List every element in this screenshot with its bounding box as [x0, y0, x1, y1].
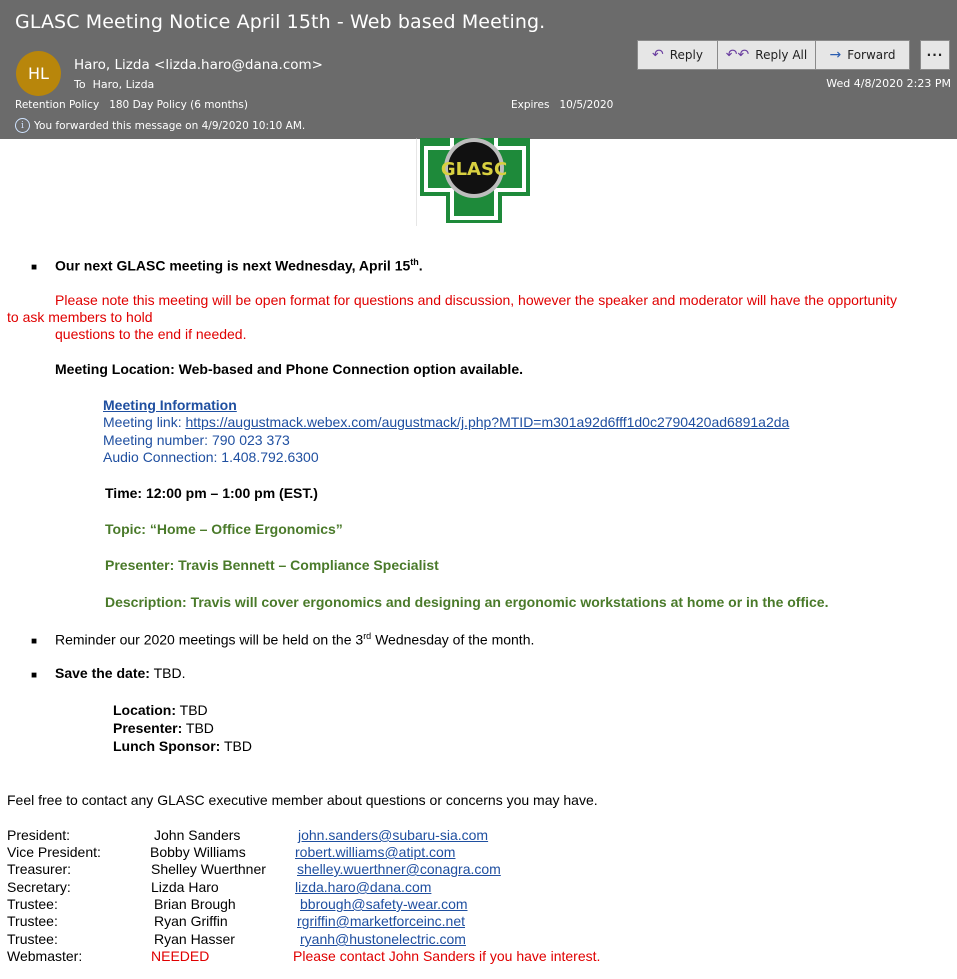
audio-connection: Audio Connection: 1.408.792.6300 — [103, 449, 319, 465]
info-icon: i — [15, 118, 30, 133]
officer-email[interactable]: shelley.wuerthner@conagra.com — [297, 861, 501, 877]
message-subject: GLASC Meeting Notice April 15th - Web based Meeting. — [15, 11, 546, 33]
reply-label: Reply — [669, 48, 703, 62]
message-actions — [637, 40, 950, 70]
officer-name: Ryan Hasser — [154, 931, 235, 947]
forwarded-text: You forwarded this message on 4/9/2020 10:10 AM. — [34, 119, 306, 132]
recipient-name[interactable]: Haro, Lizda — [92, 78, 155, 91]
glasc-logo — [416, 138, 532, 226]
forward-icon: → — [829, 47, 842, 63]
reminder-sup: rd — [363, 631, 372, 641]
reminder-text-a: Reminder our 2020 meetings will be held on the 3 — [55, 631, 364, 648]
webmaster-note: Please contact John Sanders if you have interest. — [293, 948, 601, 964]
sender-address[interactable]: Haro, Lizda <lizda.haro@dana.com> — [74, 57, 323, 73]
reply-all-icon: ↶↶ — [725, 47, 750, 63]
to-label: To — [74, 78, 86, 91]
future-location — [113, 702, 208, 718]
bullet-marker: ■ — [31, 262, 38, 273]
reminder-line — [55, 631, 534, 648]
next-meeting-text: Our next GLASC meeting is next Wednesday, April 15 — [55, 257, 411, 274]
officer-role: Trustee: — [7, 896, 58, 912]
officer-role: Vice President: — [7, 844, 101, 860]
message-date: Wed 4/8/2020 2:23 PM — [826, 77, 951, 90]
officer-name: Lizda Haro — [151, 879, 219, 895]
reminder-text-b: Wednesday of the month. — [371, 631, 535, 648]
glasc-logo-graphic — [416, 138, 532, 226]
forwarded-notice — [15, 118, 305, 133]
future-location-label: Location: — [113, 702, 176, 718]
officer-email[interactable]: john.sanders@subaru-sia.com — [298, 827, 489, 843]
expires-value: 10/5/2020 — [559, 99, 614, 111]
future-lunch-label: Lunch Sponsor: — [113, 738, 221, 754]
note-line-3: questions to the end if needed. — [55, 326, 247, 342]
officer-name: Shelley Wuerthner — [151, 861, 266, 877]
officer-role: Trustee: — [7, 931, 58, 947]
meeting-description: Description: Travis will cover ergonomics and designing an ergonomic workstations at home or in the office. — [105, 594, 829, 610]
meeting-number: Meeting number: 790 023 373 — [103, 432, 290, 448]
next-meeting-line — [55, 257, 423, 274]
officer-name: John Sanders — [154, 827, 241, 843]
officer-email[interactable]: rgriffin@marketforceinc.net — [297, 913, 466, 929]
officer-role: Treasurer: — [7, 861, 72, 877]
logo-text: GLASC — [440, 159, 508, 180]
meeting-link-label: Meeting link: — [103, 414, 186, 430]
save-date-line — [55, 665, 185, 681]
officer-email[interactable]: lizda.haro@dana.com — [295, 879, 432, 895]
officer-email[interactable]: ryanh@hustonelectric.com — [300, 931, 466, 947]
reply-button[interactable] — [637, 40, 718, 70]
retention-value: 180 Day Policy (6 months) — [109, 99, 248, 111]
officer-email[interactable]: bbrough@safety-wear.com — [300, 896, 468, 912]
next-meeting-sup: th — [410, 257, 419, 267]
meeting-location: Meeting Location: Web-based and Phone Connection option available. — [55, 361, 523, 377]
save-date-value: TBD. — [149, 665, 186, 681]
officer-role: Trustee: — [7, 913, 58, 929]
expires-label: Expires — [511, 99, 550, 111]
officer-email[interactable]: robert.williams@atipt.com — [295, 844, 456, 860]
future-presenter-value: TBD — [182, 720, 214, 736]
expires-info — [511, 99, 613, 111]
meeting-presenter: Presenter: Travis Bennett – Compliance Specialist — [105, 557, 439, 573]
forward-label: Forward — [847, 48, 896, 62]
future-lunch-sponsor — [113, 738, 252, 754]
reply-all-button[interactable] — [718, 40, 816, 70]
meeting-link[interactable]: https://augustmack.webex.com/augustmack/j.php?MTID=m301a92d6fff1d0c2790420ad6891a2da — [185, 414, 790, 430]
bullet-marker: ■ — [31, 670, 38, 681]
officer-name: Ryan Griffin — [154, 913, 228, 929]
contact-line: Feel free to contact any GLASC executive member about questions or concerns you may have. — [7, 792, 598, 808]
officer-name: Bobby Williams — [150, 844, 246, 860]
future-location-value: TBD — [176, 702, 208, 718]
save-date-label: Save the date: — [55, 665, 150, 681]
reply-icon: ↶ — [652, 47, 664, 63]
note-line-2: to ask members to hold — [7, 309, 153, 325]
reply-all-label: Reply All — [755, 48, 808, 62]
meeting-link-line — [103, 414, 789, 430]
retention-policy — [15, 99, 248, 111]
sender-avatar[interactable]: HL — [16, 51, 61, 96]
next-meeting-end: . — [418, 257, 423, 274]
future-presenter-label: Presenter: — [113, 720, 183, 736]
future-lunch-value: TBD — [220, 738, 252, 754]
more-actions-button[interactable]: ··· — [920, 40, 950, 70]
bullet-marker: ■ — [31, 636, 38, 647]
officer-role: Secretary: — [7, 879, 71, 895]
meeting-time: Time: 12:00 pm – 1:00 pm (EST.) — [105, 485, 318, 501]
officer-role: President: — [7, 827, 71, 843]
officer-name: Brian Brough — [154, 896, 236, 912]
recipient-line — [74, 78, 154, 91]
note-line-1: Please note this meeting will be open format for questions and discussion, however the speaker and moderator will have the opportunity — [55, 292, 898, 308]
forward-button[interactable] — [816, 40, 910, 70]
officer-name: NEEDED — [151, 948, 210, 964]
meeting-topic: Topic: “Home – Office Ergonomics” — [105, 521, 343, 537]
future-presenter — [113, 720, 214, 736]
message-header — [0, 0, 957, 139]
meeting-info-title[interactable]: Meeting Information — [103, 397, 237, 413]
retention-label: Retention Policy — [15, 99, 100, 111]
officer-role: Webmaster: — [7, 948, 83, 964]
